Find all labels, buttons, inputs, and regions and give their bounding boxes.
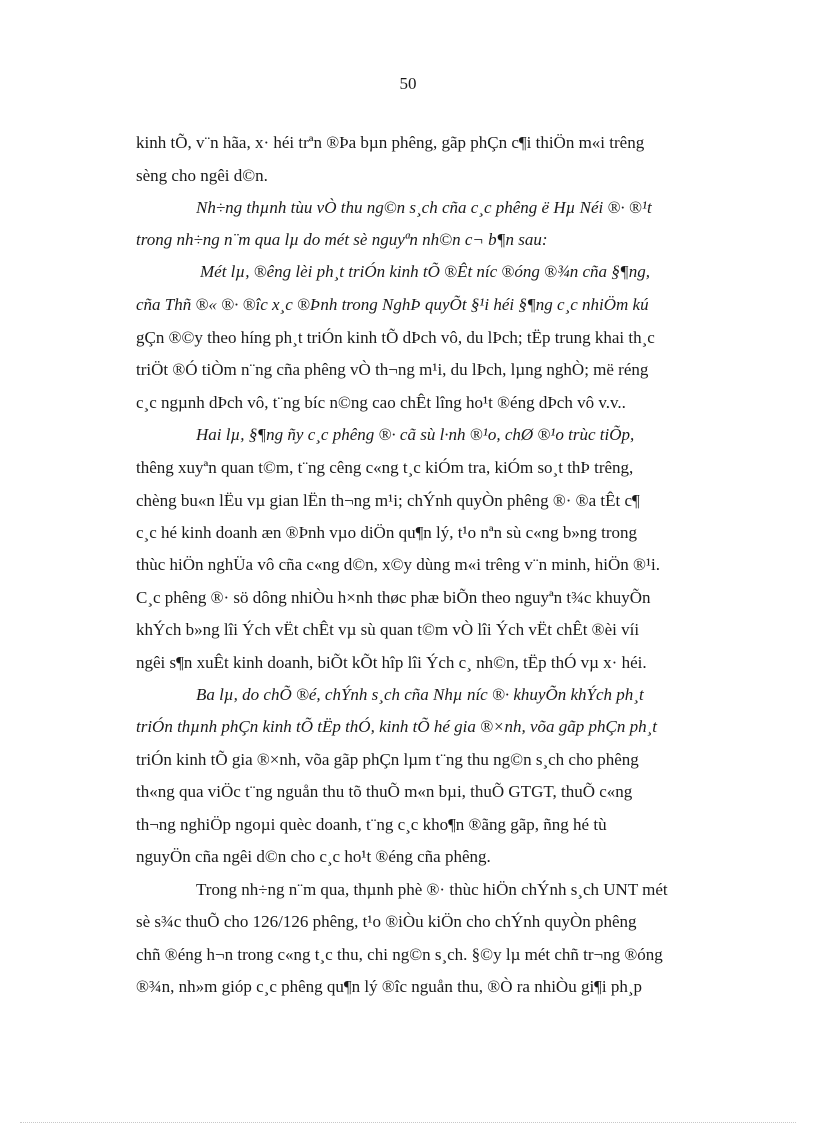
text-line: chèng bu«n lËu vµ gian lËn th¬ng m¹i; chÝnh quyÒn phêng ®· ®a tÊt c¶ <box>136 491 640 510</box>
text-line: triÖt ®Ó tiÒm n¨ng cña phêng vÒ th¬ng m¹i, du lÞch, lµng nghÒ; më réng <box>136 360 649 379</box>
text-line: thêng xuyªn quan t©m, t¨ng cêng c«ng t¸c kiÓm tra, kiÓm so¸t thÞ trêng, <box>136 458 634 477</box>
text-line: kinh tÕ, v¨n hãa, x· héi trªn ®Þa bµn phêng, gãp phÇn c¶i thiÖn m«i trêng <box>136 133 645 152</box>
text-line: gÇn ®©y theo híng ph¸t triÓn kinh tÕ dÞch vô, du lÞch; tËp trung khai th¸c <box>136 328 655 347</box>
text-line: thùc hiÖn nghÜa vô cña c«ng d©n, x©y dùng m«i trêng v¨n minh, hiÖn ®¹i. <box>136 555 661 574</box>
text-line: Hai lµ, §¶ng ñy c¸c phêng ®· cã sù l·nh ®¹o, chØ ®¹o trùc tiÕp, <box>196 425 635 444</box>
text-line: Trong nh÷ng n¨m qua, thµnh phè ®· thùc hiÖn chÝnh s¸ch UNT mét <box>196 880 668 899</box>
text-line: Ba lµ, do chÕ ®é, chÝnh s¸ch cña Nhµ níc ®· khuyÕn khÝch ph¸t <box>196 685 644 704</box>
text-line: Nh÷ng thµnh tùu vÒ thu ng©n s¸ch cña c¸c phêng ë Hµ Néi ®· ®¹t <box>196 198 652 217</box>
text-line: sè s¾c thuÕ cho 126/126 phêng, t¹o ®iÒu kiÖn cho chÝnh quyÒn phêng <box>136 912 637 931</box>
text-line: ®¾n, nh»m gióp c¸c phêng qu¶n lý ®îc nguån thu, ®Ò ra nhiÒu gi¶i ph¸p <box>136 977 642 996</box>
text-line: sèng cho ngêi d©n. <box>136 166 268 185</box>
text-line: c¸c ngµnh dÞch vô, t¨ng bíc n©ng cao chÊt lîng ho¹t ®éng dÞch vô v.v.. <box>136 393 626 412</box>
text-line: th¬ng nghiÖp ngoµi quèc doanh, t¨ng c¸c kho¶n ®ãng gãp, ñng hé tù <box>136 815 607 834</box>
text-line: trong nh÷ng n¨m qua lµ do mét sè nguyªn nh©n c¬ b¶n sau: <box>136 230 548 249</box>
text-line: triÓn thµnh phÇn kinh tÕ tËp thÓ, kinh tÕ hé gia ®×nh, võa gãp phÇn ph¸t <box>136 717 658 736</box>
page-number: 50 <box>399 74 417 93</box>
text-line: c¸c hé kinh doanh æn ®Þnh vµo diÖn qu¶n lý, t¹o nªn sù c«ng b»ng trong <box>136 523 638 542</box>
text-line: chñ ®éng h¬n trong c«ng t¸c thu, chi ng©n s¸ch. §©y lµ mét chñ tr¬ng ®óng <box>136 945 663 964</box>
text-line: khÝch b»ng lîi Ých vËt chÊt vµ sù quan t©m vÒ lîi Ých vËt chÊt ®èi víi <box>136 620 640 639</box>
text-line: cña Thñ ®« ®· ®îc x¸c ®Þnh trong NghÞ quyÕt §¹i héi §¶ng c¸c nhiÖm kú <box>136 295 649 314</box>
text-line: triÓn kinh tÕ gia ®×nh, võa gãp phÇn lµm t¨ng thu ng©n s¸ch cho phêng <box>136 750 639 769</box>
text-line: th«ng qua viÖc t¨ng nguån thu tõ thuÕ m«n bµi, thuÕ GTGT, thuÕ c«ng <box>136 782 633 801</box>
text-line: C¸c phêng ®· sö dông nhiÒu h×nh thøc phæ biÕn theo nguyªn t¾c khuyÕn <box>136 588 651 607</box>
text-line: ngêi s¶n xuÊt kinh doanh, biÕt kÕt hîp lîi Ých c¸ nh©n, tËp thÓ vµ x· héi. <box>136 653 647 672</box>
text-line: Mét lµ, ®êng lèi ph¸t triÓn kinh tÕ ®Êt níc ®óng ®¾n cña §¶ng, <box>200 262 650 281</box>
text-line: nguyÖn cña ngêi d©n cho c¸c ho¹t ®éng cña phêng. <box>136 847 491 866</box>
